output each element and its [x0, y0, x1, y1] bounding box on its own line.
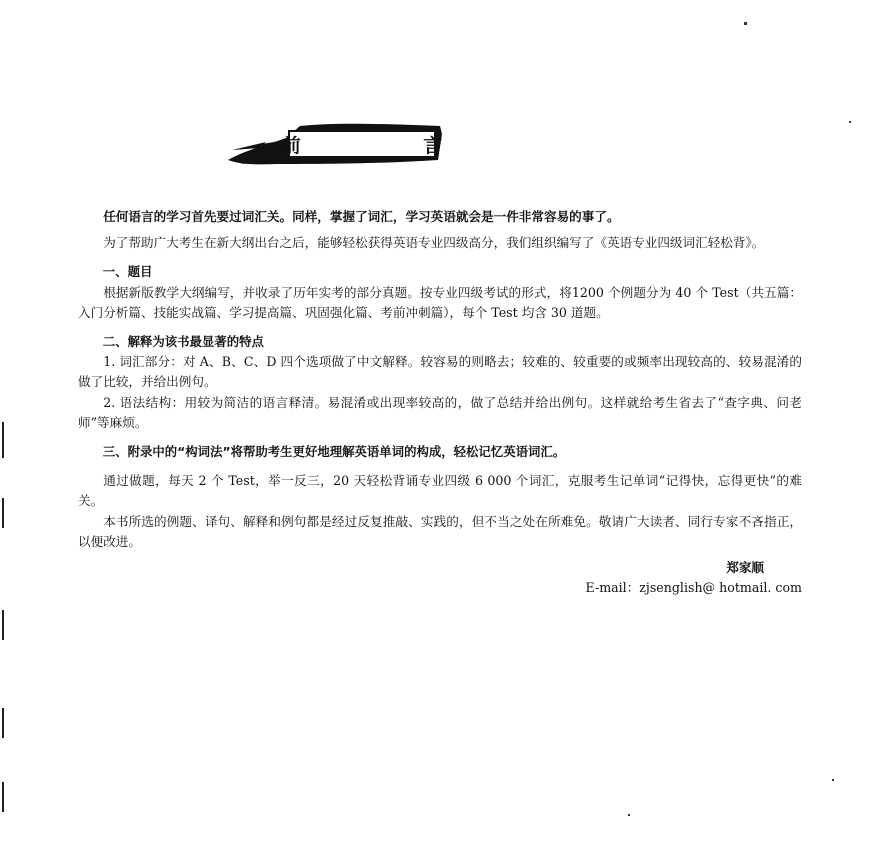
intro-paragraph-2: 为了帮助广大考生在新大纲出台之后，能够轻松获得英语专业四级高分，我们组织编写了《英语专业四级词汇轻松背》。: [103, 235, 765, 251]
intro-paragraph-1: 任何语言的学习首先要过词汇关。同样，掌握了词汇，学习英语就会是一件非常容易的事了。: [103, 209, 620, 224]
section-2-heading: 二、解释为该书最显著的特点: [102, 334, 264, 350]
scan-edge-mark: [2, 498, 4, 528]
closing-paragraph-1: 通过做题，每天 2 个 Test，举一反三，20 天轻松背诵专业四级 6 000 个词汇，克服考生记单词“记得快，忘得更快”的难关。: [78, 473, 802, 509]
signature-author-line: [78, 558, 802, 578]
scan-edge-mark: [2, 610, 4, 640]
page-title: 前 言: [281, 134, 501, 157]
signature-email: E-mail：zjsenglish@ hotmail. com: [585, 580, 802, 596]
scan-edge-mark: [2, 422, 4, 458]
heading-box: [281, 130, 501, 158]
signature-author: 郑家顺: [726, 560, 764, 576]
closing-paragraph-2: 本书所选的例题、译句、解释和例句都是经过反复推敲、实践的，但不当之处在所难免。敬请广大读者、同行专家不吝指正，以便改进。: [78, 513, 802, 549]
scan-speck: [744, 22, 747, 25]
section-2-item-1: 1. 词汇部分：对 A、B、C、D 四个选项做了中文解释。较容易的则略去；较难的、较重要的或频率出现较高的、较易混淆的做了比较，并给出例句。: [78, 354, 802, 390]
section-1-heading: 一、题目: [102, 264, 153, 280]
section-1-body: 根据新版教学大纲编写，并收录了历年实考的部分真题。按专业四级考试的形式，将1200 个例题分为 40 个 Test（共五篇：入门分析篇、技能实战篇、学习提高篇、巩固强化篇、考前冲刺篇），每个 Test 均含 30 道题。: [78, 284, 802, 320]
scan-edge-mark: [2, 782, 4, 812]
heading-banner: [226, 120, 501, 168]
section-3-heading: 三、附录中的“构词法”将帮助考生更好地理解英语单词的构成，轻松记忆英语词汇。: [102, 444, 566, 460]
scan-speck: [628, 814, 630, 816]
scan-speck: [832, 779, 834, 781]
section-2-item-2: 2. 语法结构：用较为简洁的语言释清。易混淆或出现率较高的，做了总结并给出例句。这样就给考生省去了“查字典、问老师”等麻烦。: [78, 394, 802, 430]
preface-body: [78, 207, 802, 598]
scan-edge-mark: [2, 708, 4, 738]
scan-speck: [849, 121, 851, 123]
